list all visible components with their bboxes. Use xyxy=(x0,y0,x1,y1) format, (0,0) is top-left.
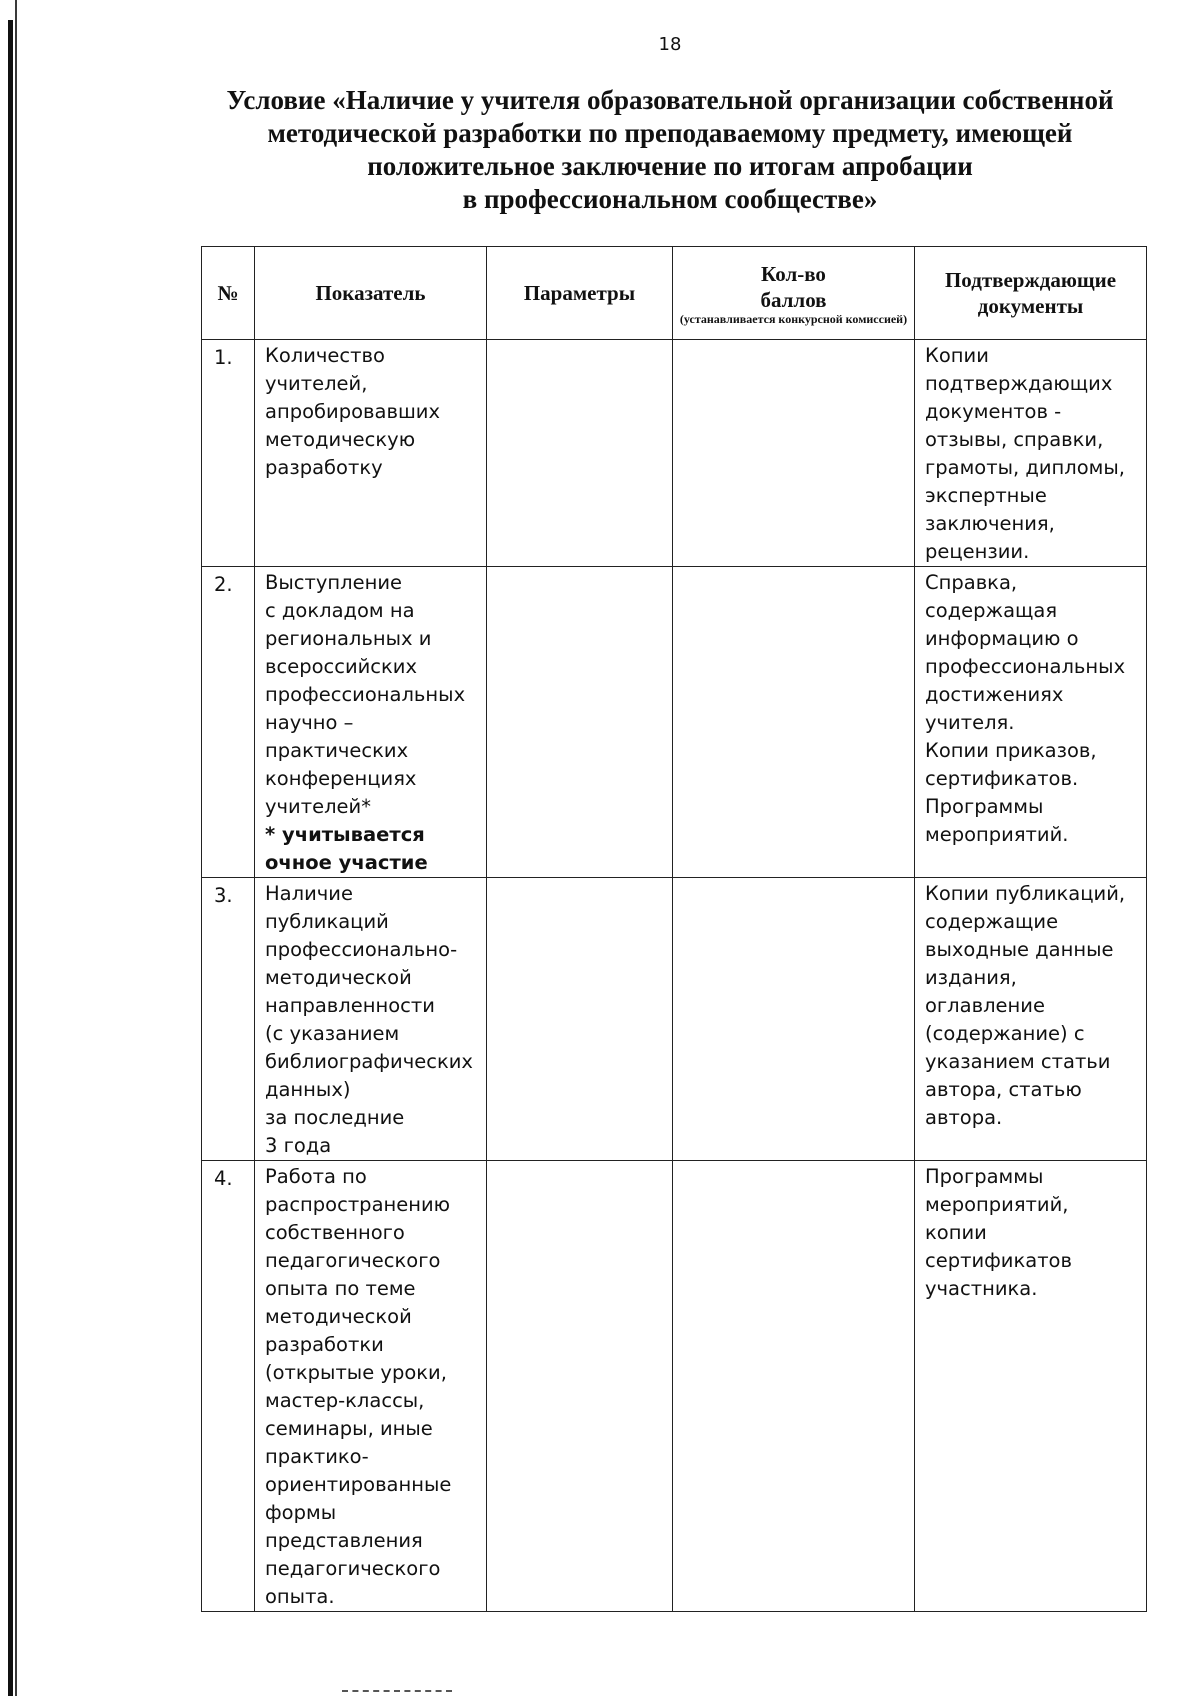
indicator-line: Выступление xyxy=(265,571,403,594)
documents-line: указанием статьи xyxy=(925,1050,1111,1073)
title-line-1: Условие «Наличие у учителя образовательной организации собственной xyxy=(226,85,1114,115)
row-points xyxy=(673,1161,915,1612)
indicator-line: направленности xyxy=(265,994,435,1017)
documents-line: документов - xyxy=(925,400,1062,423)
documents-line: сертификатов xyxy=(925,1249,1072,1272)
indicator-line: всероссийских xyxy=(265,655,418,678)
documents-line: Копии xyxy=(925,344,989,367)
indicator-line: семинары, иные xyxy=(265,1417,433,1440)
row-points xyxy=(673,567,915,878)
header-points xyxy=(673,247,915,340)
table-row xyxy=(202,878,1147,1161)
indicator-line: данных) xyxy=(265,1078,351,1101)
indicator-line: представления xyxy=(265,1529,423,1552)
indicator-line: (с указанием xyxy=(265,1022,400,1045)
indicator-line: профессионально- xyxy=(265,938,458,961)
documents-line: отзывы, справки, xyxy=(925,428,1104,451)
documents-line: выходные данные xyxy=(925,938,1114,961)
row-points xyxy=(673,340,915,567)
indicator-line: профессиональных xyxy=(265,683,466,706)
row-points xyxy=(673,878,915,1161)
header-points-note: (устанавливается конкурсной комиссией) xyxy=(679,311,908,326)
indicator-line: методической xyxy=(265,1305,412,1328)
header-documents: Подтверждающие документы xyxy=(915,247,1147,340)
row-parameters xyxy=(487,567,673,878)
indicator-line: практических xyxy=(265,739,409,762)
indicator-line: учителей, xyxy=(265,372,368,395)
indicator-line: региональных и xyxy=(265,627,432,650)
title-line-2: методической разработки по преподаваемому предмету, имеющей xyxy=(267,118,1073,148)
indicator-line: ориентированные xyxy=(265,1473,452,1496)
row-number: 3. xyxy=(202,878,255,1161)
documents-line: Копии публикаций, xyxy=(925,882,1126,905)
header-num: № xyxy=(202,247,255,340)
header-points-line-1: Кол-во xyxy=(761,261,826,286)
indicator-line: распространению xyxy=(265,1193,451,1216)
indicator-line: методической xyxy=(265,966,412,989)
indicator-line: за последние xyxy=(265,1106,405,1129)
documents-line: Копии приказов, xyxy=(925,739,1097,762)
documents-line: (содержание) с xyxy=(925,1022,1085,1045)
header-indicator: Показатель xyxy=(255,247,487,340)
indicator-line: формы xyxy=(265,1501,337,1524)
documents-line: содержащие xyxy=(925,910,1059,933)
row-number: 2. xyxy=(202,567,255,878)
documents-line: достижениях xyxy=(925,683,1064,706)
documents-line: рецензии. xyxy=(925,540,1030,563)
header-parameters: Параметры xyxy=(487,247,673,340)
indicator-line: Работа по xyxy=(265,1165,367,1188)
title-line-4: в профессиональном сообществе» xyxy=(462,184,878,214)
documents-line: информацию о xyxy=(925,627,1079,650)
table-row xyxy=(202,340,1147,567)
documents-line: профессиональных xyxy=(925,655,1126,678)
documents-line: мероприятий, xyxy=(925,1193,1069,1216)
indicator-line: методическую xyxy=(265,428,416,451)
documents-line: подтверждающих xyxy=(925,372,1113,395)
table-row xyxy=(202,567,1147,878)
indicator-line: научно – xyxy=(265,711,354,734)
indicator-line: практико- xyxy=(265,1445,369,1468)
documents-line: учителя. xyxy=(925,711,1015,734)
documents-line: Справка, xyxy=(925,571,1018,594)
row-parameters xyxy=(487,878,673,1161)
documents-line: издания, xyxy=(925,966,1017,989)
indicator-line: публикаций xyxy=(265,910,389,933)
row-documents xyxy=(915,567,1147,878)
title-line-3: положительное заключение по итогам апробации xyxy=(367,151,973,181)
row-documents xyxy=(915,340,1147,567)
indicator-line: педагогического xyxy=(265,1557,441,1580)
indicator-note-line: очное участие xyxy=(265,851,428,874)
row-parameters xyxy=(487,340,673,567)
documents-line: грамоты, дипломы, xyxy=(925,456,1125,479)
row-parameters xyxy=(487,1161,673,1612)
indicator-line: библиографических xyxy=(265,1050,473,1073)
documents-line: участника. xyxy=(925,1277,1038,1300)
row-number: 1. xyxy=(202,340,255,567)
row-indicator xyxy=(255,567,487,878)
indicator-line: (открытые уроки, xyxy=(265,1361,447,1384)
documents-line: автора. xyxy=(925,1106,1003,1129)
indicator-line: разработку xyxy=(265,456,383,479)
indicator-line: опыта. xyxy=(265,1585,335,1608)
scan-edge-line xyxy=(15,0,17,1696)
scan-bottom-mark xyxy=(342,1690,452,1694)
documents-line: заключения, xyxy=(925,512,1055,535)
row-documents xyxy=(915,878,1147,1161)
criteria-table xyxy=(201,246,1147,1612)
indicator-line: собственного xyxy=(265,1221,405,1244)
indicator-line: Наличие xyxy=(265,882,353,905)
table-body xyxy=(202,340,1147,1612)
row-documents xyxy=(915,1161,1147,1612)
indicator-line: Количество xyxy=(265,344,385,367)
row-indicator xyxy=(255,340,487,567)
document-title xyxy=(160,84,1180,216)
documents-line: содержащая xyxy=(925,599,1058,622)
table-row xyxy=(202,1161,1147,1612)
header-points-line-2: баллов xyxy=(760,287,827,312)
indicator-line: педагогического xyxy=(265,1249,441,1272)
scan-edge-shadow xyxy=(8,20,13,1696)
documents-line: Программы xyxy=(925,795,1044,818)
documents-line: экспертные xyxy=(925,484,1047,507)
indicator-line: с докладом на xyxy=(265,599,415,622)
documents-line: оглавление xyxy=(925,994,1045,1017)
indicator-line: учителей* xyxy=(265,795,371,818)
indicator-line: разработки xyxy=(265,1333,384,1356)
documents-line: сертификатов. xyxy=(925,767,1079,790)
documents-line: автора, статью xyxy=(925,1078,1082,1101)
documents-line: копии xyxy=(925,1221,987,1244)
indicator-line: опыта по теме xyxy=(265,1277,416,1300)
indicator-line: 3 года xyxy=(265,1134,332,1157)
documents-line: Программы xyxy=(925,1165,1044,1188)
indicator-line: конференциях xyxy=(265,767,417,790)
indicator-line: апробировавших xyxy=(265,400,441,423)
row-indicator xyxy=(255,1161,487,1612)
row-number: 4. xyxy=(202,1161,255,1612)
indicator-line: мастер-классы, xyxy=(265,1389,425,1412)
documents-line: мероприятий. xyxy=(925,823,1069,846)
table-header-row xyxy=(202,247,1147,340)
row-indicator xyxy=(255,878,487,1161)
indicator-note-line: * учитывается xyxy=(265,823,425,846)
page-number: 18 xyxy=(658,34,682,55)
